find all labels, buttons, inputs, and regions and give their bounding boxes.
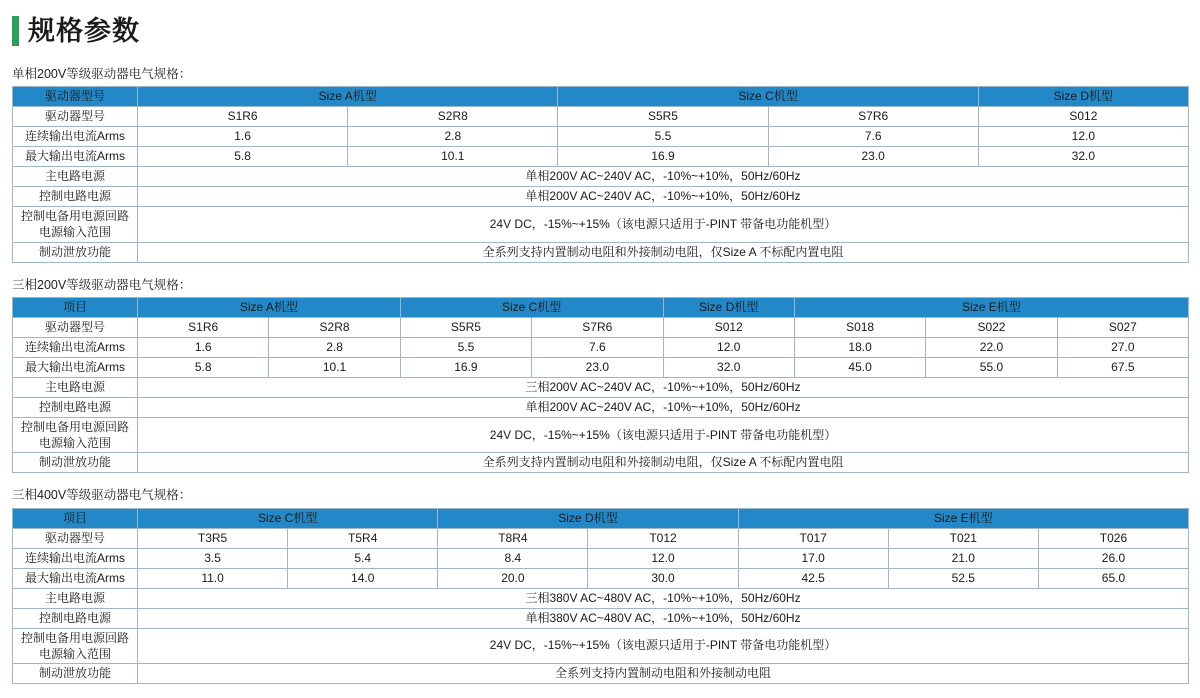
table-row	[13, 453, 1189, 473]
table-cell: 12.0	[588, 548, 738, 568]
table-cell: 14.0	[288, 568, 438, 588]
table-row	[13, 317, 1189, 337]
row-label-line2: 电源输入范围	[38, 436, 111, 451]
table-cell: 17.0	[738, 548, 888, 568]
row-label: 控制电路电源	[13, 608, 138, 628]
accent-bar	[12, 16, 19, 46]
table-cell: 45.0	[794, 357, 925, 377]
table-row	[13, 147, 1189, 167]
header-group-label: Size D机型	[978, 87, 1188, 107]
header-group-label: Size C机型	[558, 87, 978, 107]
table-cell-merged: 单相200V AC~240V AC，-10%~+10%，50Hz/60Hz	[138, 167, 1189, 187]
header-row-label: 项目	[13, 508, 138, 528]
row-label-line1: 控制电备用电源回路	[20, 630, 129, 645]
table-row	[13, 107, 1189, 127]
table-header-row	[13, 297, 1189, 317]
table-cell: 1.6	[138, 127, 348, 147]
table-cell: 5.8	[138, 357, 269, 377]
table-row	[13, 417, 1189, 452]
table-cell: S022	[926, 317, 1057, 337]
header-group-label: Size C机型	[138, 508, 438, 528]
table-cell-merged: 24V DC，-15%~+15%（该电源只适用于-PINT 带备电功能机型）	[138, 207, 1189, 242]
section-caption: 单相200V等级驱动器电气规格：	[12, 67, 192, 81]
row-label: 制动泄放功能	[13, 242, 138, 262]
table-row	[13, 588, 1189, 608]
table-cell: 5.8	[138, 147, 348, 167]
table-cell: 1.6	[138, 337, 269, 357]
table-cell: 10.1	[269, 357, 400, 377]
table-cell: 67.5	[1057, 357, 1188, 377]
row-label: 连续输出电流Arms	[13, 337, 138, 357]
table-cell: 2.8	[269, 337, 400, 357]
table-cell-merged: 单相380V AC~480V AC，-10%~+10%，50Hz/60Hz	[138, 608, 1189, 628]
row-label-line2: 电源输入范围	[38, 225, 111, 240]
table-cell: 11.0	[138, 568, 288, 588]
table-cell: T5R4	[288, 528, 438, 548]
table-cell: 12.0	[978, 127, 1188, 147]
spec-section	[0, 277, 1200, 474]
row-label-line2: 电源输入范围	[38, 646, 111, 661]
row-label: 连续输出电流Arms	[13, 127, 138, 147]
table-cell: T012	[588, 528, 738, 548]
table-cell: S012	[978, 107, 1188, 127]
table-cell: 55.0	[926, 357, 1057, 377]
row-label: 最大输出电流Arms	[13, 147, 138, 167]
sections-container	[0, 66, 1200, 684]
table-row	[13, 357, 1189, 377]
section-caption: 三相400V等级驱动器电气规格：	[12, 488, 192, 503]
table-cell: T017	[738, 528, 888, 548]
header-group-label: Size A机型	[138, 297, 401, 317]
table-cell: 65.0	[1038, 568, 1188, 588]
table-cell-merged: 24V DC，-15%~+15%（该电源只适用于-PINT 带备电功能机型）	[138, 417, 1189, 452]
row-label-line1: 控制电备用电源回路	[20, 419, 129, 434]
table-cell: S7R6	[768, 107, 978, 127]
page-title: 规格参数	[28, 15, 140, 46]
table-cell: 5.4	[288, 548, 438, 568]
table-cell: 26.0	[1038, 548, 1188, 568]
row-label	[13, 628, 138, 663]
table-row	[13, 242, 1189, 262]
table-cell: 2.8	[348, 127, 558, 147]
table-cell-merged: 单相200V AC~240V AC，-10%~+10%，50Hz/60Hz	[138, 397, 1189, 417]
page-header	[0, 0, 1200, 52]
table-cell: 32.0	[663, 357, 794, 377]
row-label	[13, 207, 138, 242]
row-label: 控制电路电源	[13, 397, 138, 417]
table-row	[13, 377, 1189, 397]
table-cell: 23.0	[532, 357, 663, 377]
row-label: 主电路电源	[13, 588, 138, 608]
header-row-label: 驱动器型号	[13, 87, 138, 107]
table-header-row	[13, 87, 1189, 107]
table-cell: 12.0	[663, 337, 794, 357]
table-row	[13, 207, 1189, 242]
table-cell: 52.5	[888, 568, 1038, 588]
table-cell: 42.5	[738, 568, 888, 588]
table-cell: S1R6	[138, 107, 348, 127]
section-caption: 三相200V等级驱动器电气规格：	[12, 277, 192, 292]
row-label-line1: 控制电备用电源回路	[20, 209, 129, 224]
row-label: 连续输出电流Arms	[13, 548, 138, 568]
table-cell-merged: 三相200V AC~240V AC，-10%~+10%，50Hz/60Hz	[138, 377, 1189, 397]
table-row	[13, 568, 1189, 588]
table-row	[13, 397, 1189, 417]
row-label: 主电路电源	[13, 167, 138, 187]
table-cell: 10.1	[348, 147, 558, 167]
header-group-label: Size C机型	[400, 297, 663, 317]
row-label: 制动泄放功能	[13, 453, 138, 473]
table-cell: S5R5	[558, 107, 768, 127]
table-row	[13, 127, 1189, 147]
header-group-label: Size E机型	[738, 508, 1188, 528]
table-row	[13, 608, 1189, 628]
table-cell: 23.0	[768, 147, 978, 167]
table-cell: 32.0	[978, 147, 1188, 167]
spec-table	[12, 508, 1189, 684]
table-row	[13, 628, 1189, 663]
table-cell: T021	[888, 528, 1038, 548]
table-cell: S5R5	[400, 317, 531, 337]
table-cell: S7R6	[532, 317, 663, 337]
table-cell: 21.0	[888, 548, 1038, 568]
table-cell-merged: 全系列支持内置制动电阻和外接制动电阻	[138, 663, 1189, 683]
table-cell: 16.9	[400, 357, 531, 377]
table-cell: 7.6	[532, 337, 663, 357]
spec-section	[0, 487, 1200, 684]
table-cell: 8.4	[438, 548, 588, 568]
table-row	[13, 187, 1189, 207]
table-cell-merged: 全系列支持内置制动电阻和外接制动电阻，仅Size A 不标配内置电阻	[138, 242, 1189, 262]
table-cell-merged: 单相200V AC~240V AC，-10%~+10%，50Hz/60Hz	[138, 187, 1189, 207]
header-row-label: 项目	[13, 297, 138, 317]
table-row	[13, 337, 1189, 357]
spec-table	[12, 86, 1189, 262]
table-row	[13, 528, 1189, 548]
header-group-label: Size D机型	[438, 508, 738, 528]
row-label: 主电路电源	[13, 377, 138, 397]
table-row	[13, 663, 1189, 683]
row-label: 制动泄放功能	[13, 663, 138, 683]
row-label: 驱动器型号	[13, 107, 138, 127]
table-cell-merged: 全系列支持内置制动电阻和外接制动电阻，仅Size A 不标配内置电阻	[138, 453, 1189, 473]
header-group-label: Size E机型	[794, 297, 1188, 317]
table-cell: 5.5	[400, 337, 531, 357]
header-group-label: Size A机型	[138, 87, 558, 107]
table-cell: S1R6	[138, 317, 269, 337]
table-cell: S027	[1057, 317, 1188, 337]
table-cell: S018	[794, 317, 925, 337]
table-cell: S012	[663, 317, 794, 337]
table-cell: 7.6	[768, 127, 978, 147]
table-cell: 3.5	[138, 548, 288, 568]
table-cell: 16.9	[558, 147, 768, 167]
table-cell: T026	[1038, 528, 1188, 548]
table-header-row	[13, 508, 1189, 528]
table-cell: S2R8	[269, 317, 400, 337]
table-cell: 20.0	[438, 568, 588, 588]
table-cell: 22.0	[926, 337, 1057, 357]
table-row	[13, 548, 1189, 568]
row-label: 最大输出电流Arms	[13, 357, 138, 377]
header-group-label: Size D机型	[663, 297, 794, 317]
table-row	[13, 167, 1189, 187]
spec-table	[12, 297, 1189, 473]
row-label	[13, 417, 138, 452]
row-label: 驱动器型号	[13, 317, 138, 337]
table-cell: 30.0	[588, 568, 738, 588]
table-cell: T3R5	[138, 528, 288, 548]
table-cell: 27.0	[1057, 337, 1188, 357]
spec-section	[0, 66, 1200, 263]
table-cell: T8R4	[438, 528, 588, 548]
table-cell: 18.0	[794, 337, 925, 357]
table-cell-merged: 三相380V AC~480V AC，-10%~+10%，50Hz/60Hz	[138, 588, 1189, 608]
row-label: 最大输出电流Arms	[13, 568, 138, 588]
row-label: 控制电路电源	[13, 187, 138, 207]
table-cell: S2R8	[348, 107, 558, 127]
table-cell: 5.5	[558, 127, 768, 147]
row-label: 驱动器型号	[13, 528, 138, 548]
table-cell-merged: 24V DC，-15%~+15%（该电源只适用于-PINT 带备电功能机型）	[138, 628, 1189, 663]
